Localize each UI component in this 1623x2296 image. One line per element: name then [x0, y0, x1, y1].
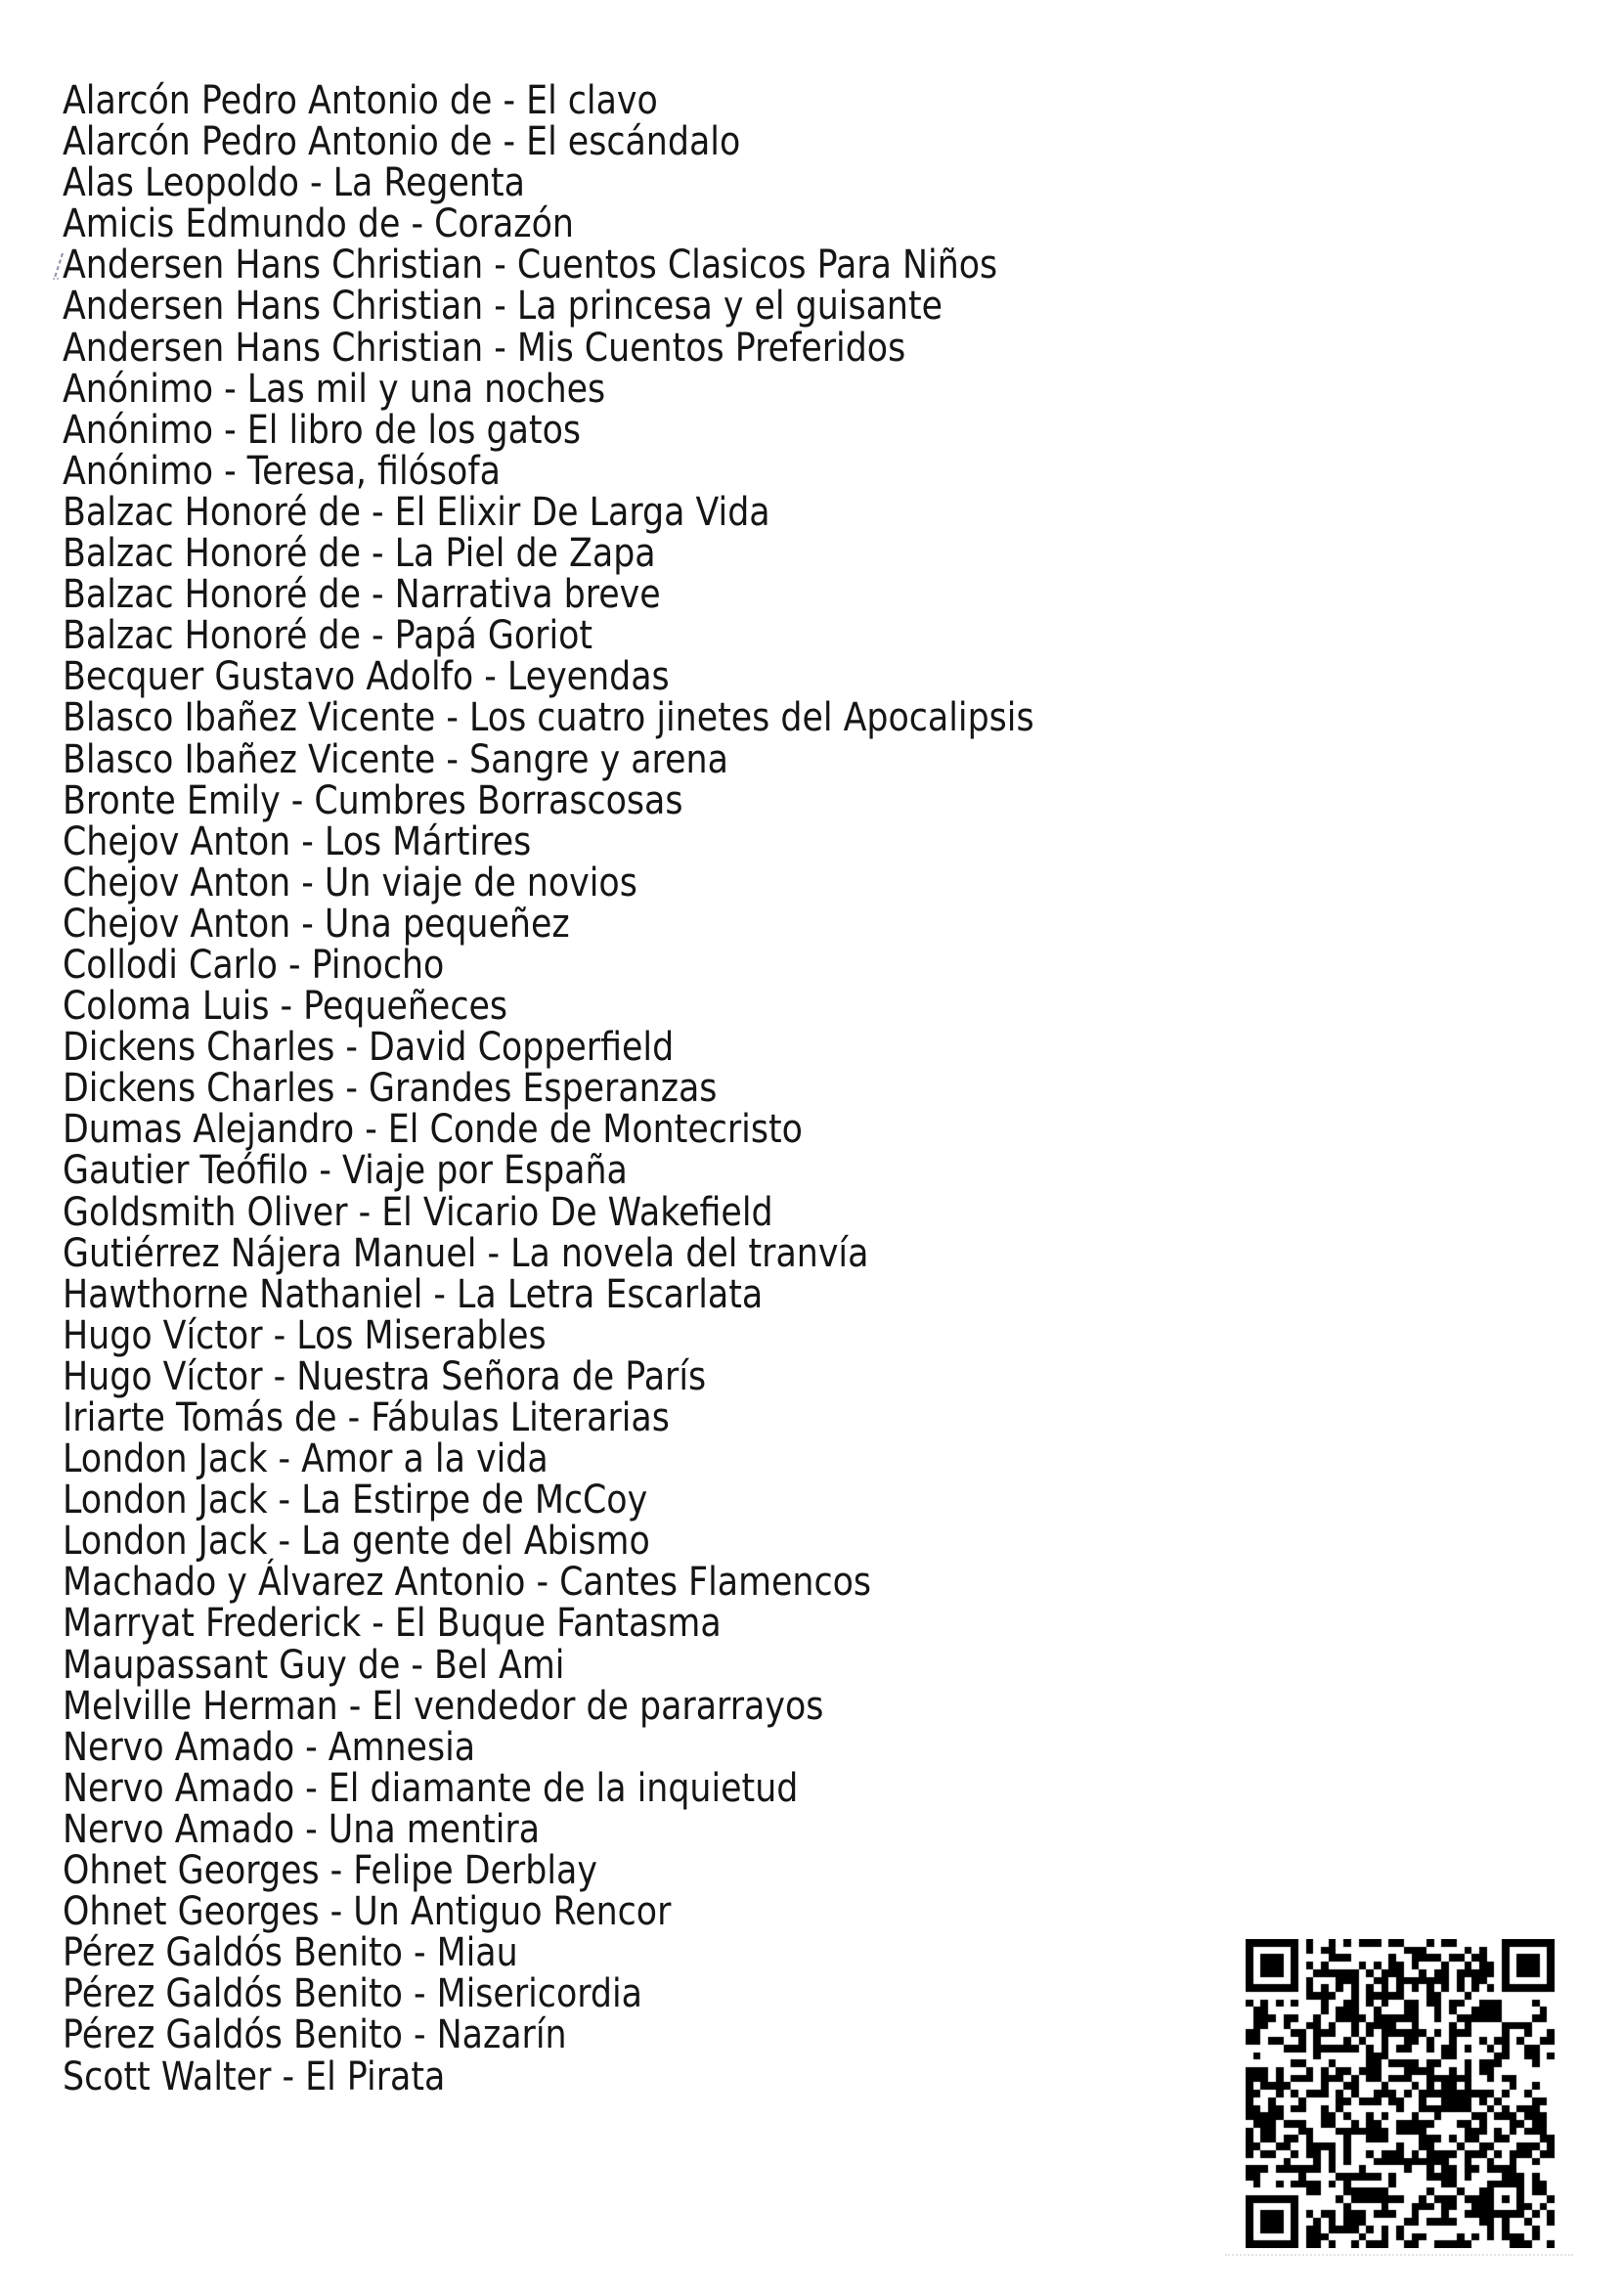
- book-list-item: Andersen Hans Christian - La princesa y el guisante: [63, 284, 943, 330]
- book-list-item: Balzac Honoré de - Narrativa breve: [63, 572, 661, 618]
- book-list-item: Ohnet Georges - Un Antiguo Rencor: [63, 1889, 672, 1935]
- qr-code: [1246, 1939, 1555, 2248]
- book-list-item: Gutiérrez Nájera Manuel - La novela del tranvía: [63, 1230, 869, 1276]
- book-list-item: Hawthorne Nathaniel - La Letra Escarlata: [63, 1271, 764, 1317]
- book-list-item: Anónimo - Teresa, filósofa: [63, 448, 501, 494]
- book-list-item: Melville Herman - El vendedor de pararrayos: [63, 1683, 824, 1729]
- book-list-item: Amicis Edmundo de - Corazón: [63, 201, 574, 247]
- book-list-item: Blasco Ibañez Vicente - Sangre y arena: [63, 736, 728, 782]
- book-list-item: Maupassant Guy de - Bel Ami: [63, 1642, 565, 1688]
- book-list-item: Becquer Gustavo Adolfo - Leyendas: [63, 654, 670, 700]
- book-list-item: Pérez Galdós Benito - Misericordia: [63, 1971, 643, 2017]
- book-list-item: Dickens Charles - David Copperfield: [63, 1025, 675, 1071]
- book-list-item: Chejov Anton - Los Mártires: [63, 818, 532, 864]
- book-list-item: Alas Leopoldo - La Regenta: [63, 160, 525, 206]
- book-list-item: Gautier Teófilo - Viaje por España: [63, 1148, 628, 1194]
- book-list-item: Chejov Anton - Un viaje de novios: [63, 860, 637, 905]
- book-list-item: Alarcón Pedro Antonio de - El escándalo: [63, 119, 741, 165]
- book-list-item: Iriarte Tomás de - Fábulas Literarias: [63, 1395, 670, 1440]
- book-list-item: Balzac Honoré de - La Piel de Zapa: [63, 531, 656, 577]
- book-list-item: Andersen Hans Christian - Mis Cuentos Preferidos: [63, 325, 906, 371]
- book-list-item: London Jack - La gente del Abismo: [63, 1519, 650, 1565]
- book-list-item: Balzac Honoré de - El Elixir De Larga Vida: [63, 489, 770, 535]
- book-list-item: Collodi Carlo - Pinocho: [63, 942, 445, 988]
- book-list-item: Blasco Ibañez Vicente - Los cuatro jinetes del Apocalipsis: [63, 695, 1034, 741]
- book-list-item: Hugo Víctor - Los Miserables: [63, 1312, 547, 1358]
- book-list-item: Scott Walter - El Pirata: [63, 2053, 446, 2099]
- book-list-item: Bronte Emily - Cumbres Borrascosas: [63, 777, 683, 823]
- book-list-item: Hugo Víctor - Nuestra Señora de París: [63, 1353, 707, 1399]
- book-list: [63, 80, 1529, 2097]
- scan-noise-artifact: [1225, 2252, 1573, 2256]
- book-list-item: Alarcón Pedro Antonio de - El clavo: [63, 78, 658, 123]
- book-list-item: Pérez Galdós Benito - Nazarín: [63, 2012, 567, 2058]
- book-list-item: Dickens Charles - Grandes Esperanzas: [63, 1066, 718, 1112]
- book-list-item: Marryat Frederick - El Buque Fantasma: [63, 1601, 722, 1647]
- book-list-item: Anónimo - El libro de los gatos: [63, 407, 581, 453]
- book-list-item: Coloma Luis - Pequeñeces: [63, 984, 508, 1030]
- book-list-item: Andersen Hans Christian - Cuentos Clasicos Para Niños: [63, 243, 998, 288]
- book-list-item: Pérez Galdós Benito - Miau: [63, 1930, 518, 1976]
- book-list-item: Chejov Anton - Una pequeñez: [63, 901, 570, 947]
- book-list-item: London Jack - La Estirpe de McCoy: [63, 1478, 648, 1523]
- book-list-item: Nervo Amado - Amnesia: [63, 1724, 476, 1770]
- book-list-item: Ohnet Georges - Felipe Derblay: [63, 1848, 597, 1894]
- book-list-item: Balzac Honoré de - Papá Goriot: [63, 613, 593, 659]
- book-list-item: Nervo Amado - Una mentira: [63, 1806, 541, 1852]
- book-list-item: Anónimo - Las mil y una noches: [63, 366, 606, 412]
- book-list-item: London Jack - Amor a la vida: [63, 1436, 548, 1482]
- book-list-item: Dumas Alejandro - El Conde de Montecristo: [63, 1107, 803, 1153]
- book-list-item: Goldsmith Oliver - El Vicario De Wakefield: [63, 1189, 773, 1235]
- book-list-item: Nervo Amado - El diamante de la inquietud: [63, 1765, 799, 1811]
- book-list-item: Machado y Álvarez Antonio - Cantes Flamencos: [63, 1560, 872, 1606]
